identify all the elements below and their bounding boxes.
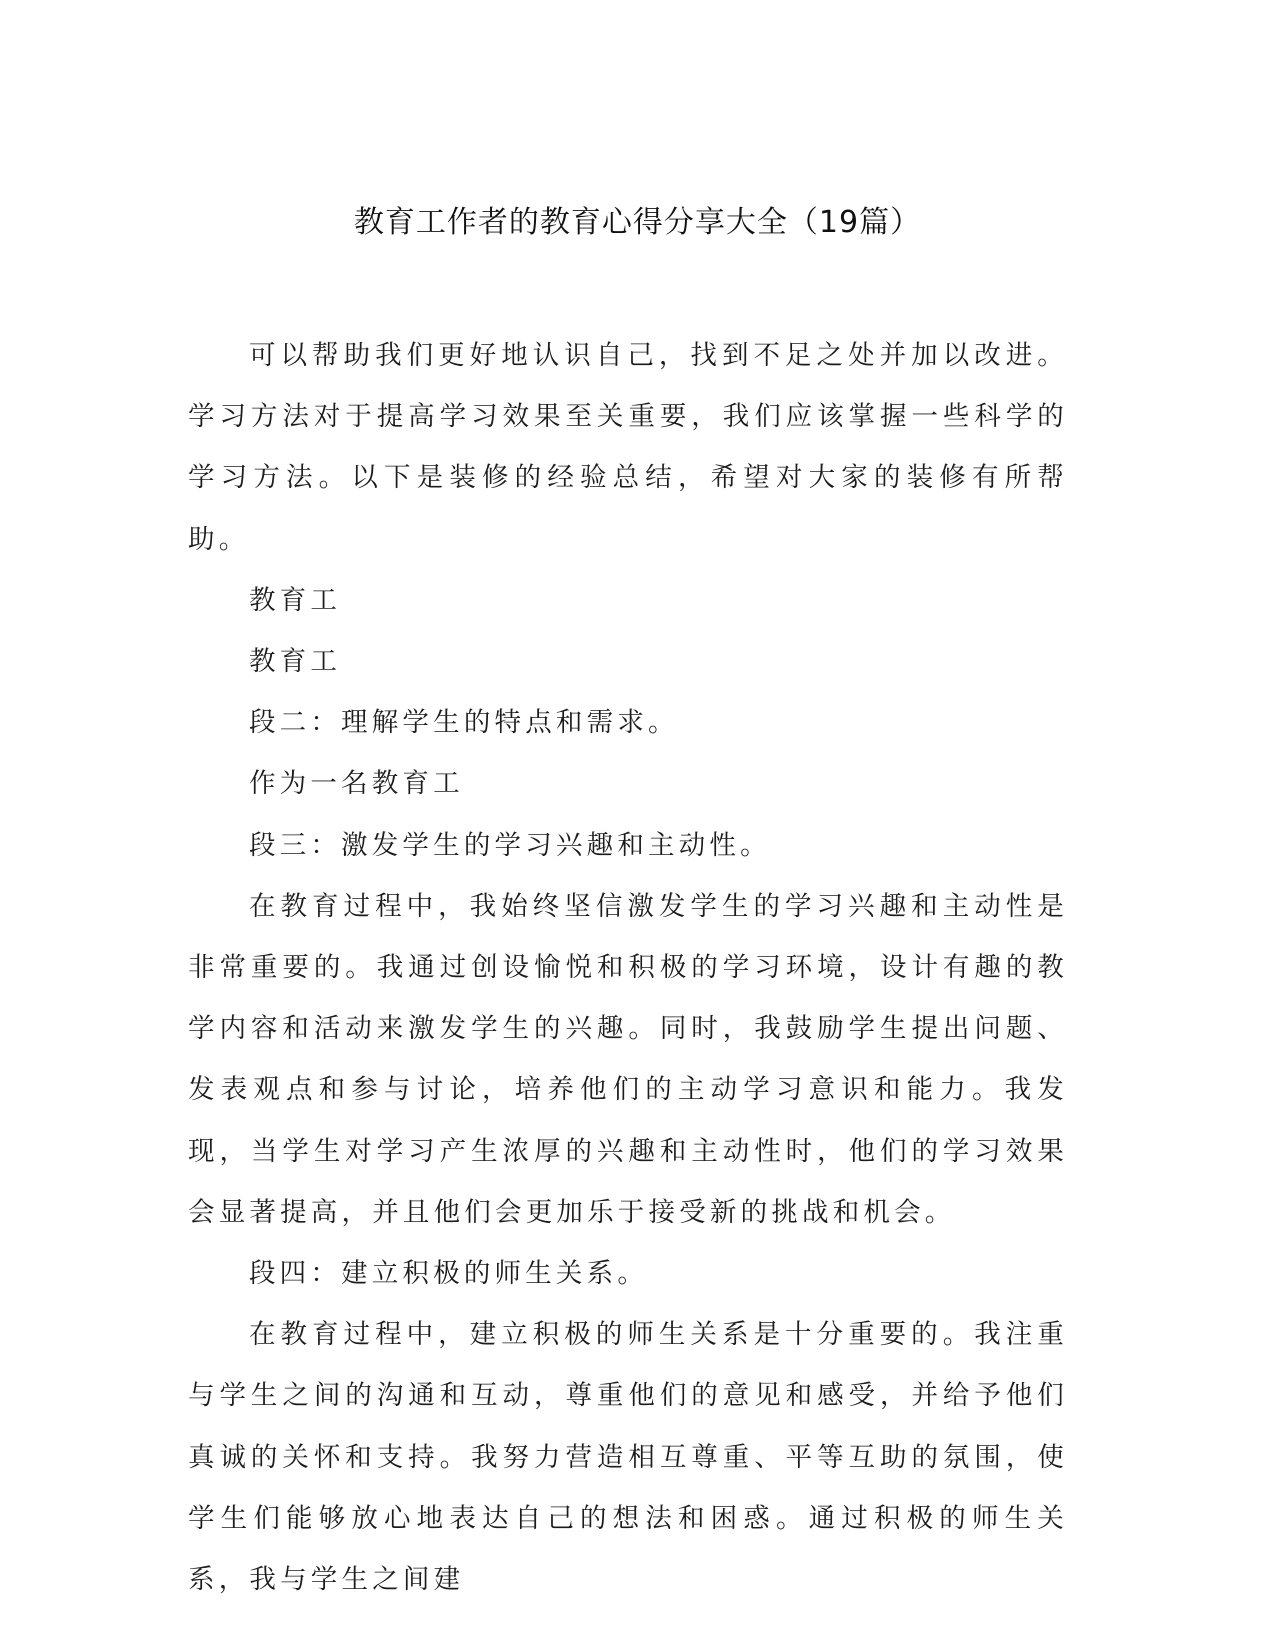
section-heading-4: 段四：建立积极的师生关系。 [248, 1258, 649, 1290]
paragraph-section-3: 在教育过程中，我始终坚信激发学生的学习兴趣和主动性是非常重要的。我通过创设愉悦和积极的学习环境，设计有趣的教学内容和活动来激发学生的兴趣。同时，我鼓励学生提出问题、发表观点和参与讨论，培养他们的主动学习意识和能力。我发现，当学生对学习产生浓厚的兴趣和主动性时，他们的学习效果会显著提高，并且他们会更加乐于接受新的挑战和机会。 [188, 890, 1068, 1228]
document-title: 教育工作者的教育心得分享大全（19篇） [353, 205, 922, 240]
paragraph-fragment-3: 作为一名教育工 [248, 768, 464, 800]
paragraph-section-4: 在教育过程中，建立积极的师生关系是十分重要的。我注重与学生之间的沟通和互动，尊重他们的意见和感受，并给予他们真诚的关怀和支持。我努力营造相互尊重、平等互助的氛围，使学生们能够放心地表达自己的想法和困惑。通过积极的师生关系，我与学生之间建 [188, 1319, 1068, 1596]
section-heading-3: 段三：激发学生的学习兴趣和主动性。 [248, 829, 771, 861]
paragraph-fragment-1: 教育工 [248, 584, 342, 616]
paragraph-fragment-2: 教育工 [248, 646, 342, 678]
document-body [188, 325, 1068, 1610]
paragraph-intro: 可以帮助我们更好地认识自己，找到不足之处并加以改进。学习方法对于提高学习效果至关重要，我们应该掌握一些科学的学习方法。以下是装修的经验总结，希望对大家的装修有所帮助。 [188, 340, 1068, 555]
section-heading-2: 段二：理解学生的特点和需求。 [248, 707, 679, 739]
